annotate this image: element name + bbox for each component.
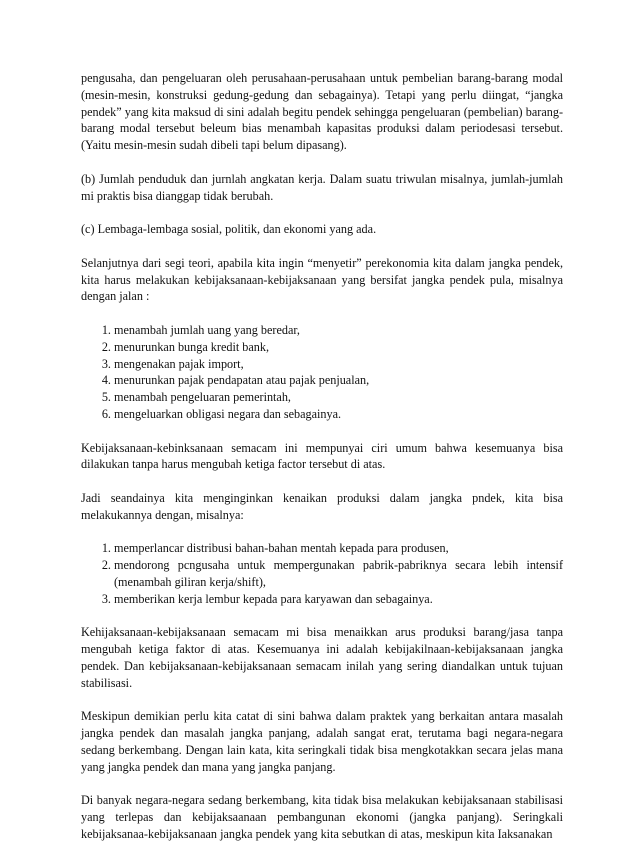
list-item: 3. memberikan kerja lembur kepada para karyawan dan sebagainya. xyxy=(114,591,563,608)
paragraph-common-trait: Kebijaksanaan-kebinksanaan semacam ini mempunyai ciri umum bahwa kesemuanya bisa dilakukan tanpa harus mengubah ketiga factor tersebut di atas. xyxy=(81,440,563,472)
list-item: 6. mengeluarkan obligasi negara dan sebagainya. xyxy=(114,406,563,423)
paragraph-population: (b) Jumlah penduduk dan jurnlah angkatan kerja. Dalam suatu triwulan misalnya, jumlah-jumlah mi praktis bisa dianggap tidak berubah. xyxy=(81,171,563,203)
document-page xyxy=(81,70,563,843)
policy-list xyxy=(81,322,563,423)
production-list xyxy=(81,540,563,607)
list-item: 2. menurunkan bunga kredit bank, xyxy=(114,339,563,356)
list-item: 3. mengenakan pajak import, xyxy=(114,356,563,373)
list-item: 5. menambah pengeluaran pemerintah, xyxy=(114,389,563,406)
paragraph-increase-production: Jadi seandainya kita menginginkan kenaikan produksi dalam jangka pndek, kita bisa melakukannya dengan, misalnya: xyxy=(81,490,563,522)
paragraph-stabilization: Kehijaksanaan-kebijaksanaan semacam mi bisa menaikkan arus produksi barang/jasa tanpa mengubah ketiga faktor di atas. Kesemuanya ini adalah kebijakilnaan-kebijaksanaan jangka pendek. Dan kebijaksanaan-kebijaksanaan semacam inilah yang sering diandalkan untuk tujuan stabilisasi. xyxy=(81,625,563,690)
paragraph-short-term-policy: Selanjutnya dari segi teori, apabila kita ingin “menyetir” perekonomia kita dalam jangka pendek, kita harus melakukan kebijaksanaan-kebijaksanaan yang bersifat jangka pendek pula, misalnya dengan jalan : xyxy=(81,255,563,304)
list-item: 2. mendorong pcngusaha untuk mempergunakan pabrik-pabriknya secara lebih intensif (menambah giliran kerja/shift), xyxy=(114,557,563,591)
paragraph-developing-countries: Di banyak negara-negara sedang berkembang, kita tidak bisa melakukan kebijaksanaan stabilisasi yang terlepas dan kebijaksaanaan pembangunan ekonomi (jangka panjang). Seringkali kebijaksanaa-kebijaksanaan jangka pendek yang kita sebutkan di atas, meskipun kita Iaksanakan xyxy=(81,793,563,841)
paragraph-short-long-term: Meskipun demikian perlu kita catat di sini bahwa dalam praktek yang berkaitan antara masalah jangka pendek dan masalah jangka panjang, adalah sangat erat, terutama bagi negara-negara sedang berkembang. Dengan lain kata, kita seringkali tidak bisa mengkotakkan secara jelas mana yang jangka pendek dan mana yang jangka panjang. xyxy=(81,709,563,774)
paragraph-institutions: (c) Lembaga-lembaga sosial, politik, dan ekonomi yang ada. xyxy=(81,222,377,237)
list-item: 4. menurunkan pajak pendapatan atau pajak penjualan, xyxy=(114,372,563,389)
list-item: 1. menambah jumlah uang yang beredar, xyxy=(114,322,563,339)
paragraph-capital-goods: pengusaha, dan pengeluaran oleh perusahaan-perusahaan untuk pembelian barang-barang modal (mesin-mesin, konstruksi gedung-gedung dan sebagainya). Tetapi yang perlu diingat, “jangka pendek” yang kita maksud di sini adalah begitu pendek sehingga pengeluaran (pembelian) barang-barang modal tersebut beleum bias menambah kapasitas produksi dalam periodesasi tersebut. (Yaitu mesin-mesin sudah dibeli tapi belum dipasang). xyxy=(81,71,563,153)
list-item: 1. memperlancar distribusi bahan-bahan mentah kepada para produsen, xyxy=(114,540,563,557)
